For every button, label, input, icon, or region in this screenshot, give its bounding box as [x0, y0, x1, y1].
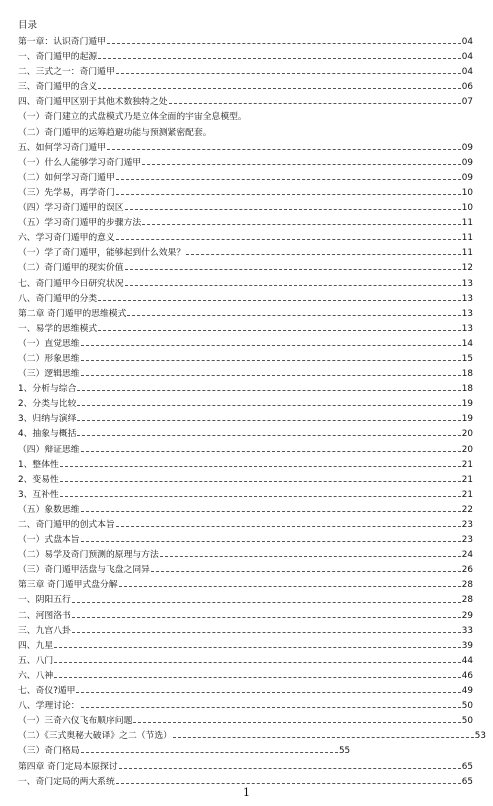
toc-entry[interactable]: [18, 382, 473, 397]
toc-entry-title: （二）奇门遁甲的运筹趋避功能与预测紧密配套。: [18, 127, 212, 138]
toc-entry-title: 第二章 奇门遁甲的思维模式: [18, 308, 127, 319]
toc-entry-page: 04: [461, 67, 473, 78]
toc-entry-title: （一）奇门建立的式盘模式乃是立体全面的宇宙全息模型。: [18, 112, 247, 123]
toc-entry-page: 13: [461, 293, 473, 304]
toc-entry[interactable]: [18, 488, 473, 503]
toc-entry[interactable]: [18, 684, 473, 699]
dot-leader: [98, 330, 461, 331]
toc-entry-title: （五）学习奇门遁甲的步骤方法: [18, 218, 142, 229]
toc-entry-title: 第三章 奇门遁甲式盘分解: [18, 580, 118, 591]
toc-entry[interactable]: [18, 307, 473, 322]
dot-leader: [169, 103, 461, 104]
toc-entry-page: 39: [461, 640, 473, 651]
toc-entry-page: 09: [461, 142, 473, 153]
dot-leader: [81, 451, 461, 452]
toc-entry-title: （二）奇门遁甲的现实价值: [18, 263, 124, 274]
dot-leader: [54, 662, 461, 663]
toc-entry-title: 2、变易性: [18, 474, 59, 485]
toc-entry-page: 24: [461, 550, 473, 561]
table-of-contents: [18, 35, 486, 790]
toc-entry-page: 13: [461, 278, 473, 289]
toc-entry-page: 21: [461, 474, 473, 485]
toc-entry[interactable]: [18, 322, 473, 337]
toc-entry[interactable]: [18, 397, 473, 412]
dot-leader: [60, 496, 461, 497]
toc-entry-title: 一、阴阳五行: [18, 595, 71, 606]
toc-entry-page: 09: [461, 157, 473, 168]
toc-entry[interactable]: [18, 654, 473, 669]
toc-entry[interactable]: [18, 412, 473, 427]
toc-entry-title: 五、八门: [18, 655, 54, 666]
toc-entry[interactable]: [18, 427, 473, 442]
toc-entry-title: 1、整体性: [18, 459, 59, 470]
dot-leader: [60, 466, 461, 467]
toc-entry-title: （三）先学易，再学奇门: [18, 187, 115, 198]
dot-leader: [116, 73, 461, 74]
toc-entry[interactable]: [18, 624, 473, 639]
dot-leader: [81, 375, 461, 376]
toc-entry[interactable]: [18, 352, 473, 367]
dot-leader: [81, 360, 461, 361]
toc-entry-page: 46: [461, 670, 473, 681]
dot-leader: [116, 783, 461, 784]
dot-leader: [119, 586, 461, 587]
toc-entry[interactable]: [18, 186, 473, 201]
dot-leader: [81, 707, 461, 708]
toc-entry[interactable]: [18, 443, 473, 458]
toc-entry-title: 七、奇仪?遁甲: [18, 686, 76, 697]
dot-leader: [186, 254, 461, 255]
toc-entry-page: 14: [461, 338, 473, 349]
dot-leader: [77, 390, 460, 391]
toc-entry-page: 23: [461, 520, 473, 530]
toc-entry[interactable]: [18, 578, 473, 593]
toc-entry-page: 04: [461, 52, 473, 63]
toc-entry[interactable]: [18, 171, 473, 186]
dot-leader: [116, 179, 461, 180]
dot-leader: [54, 647, 461, 648]
dot-leader: [98, 58, 461, 59]
toc-entry[interactable]: [18, 156, 473, 171]
toc-entry-title: （三）奇门遁甲活盘与飞盘之同异: [18, 565, 150, 576]
toc-entry-page: 07: [461, 97, 473, 108]
toc-entry[interactable]: [18, 201, 473, 216]
toc-entry[interactable]: [18, 639, 473, 654]
toc-entry-title: （三）逻辑思维: [18, 369, 80, 380]
toc-entry[interactable]: [18, 261, 473, 276]
dot-leader: [160, 556, 461, 557]
dot-leader: [125, 269, 461, 270]
toc-entry-page: 18: [461, 384, 473, 395]
toc-entry-page: 11: [461, 233, 473, 244]
dot-leader: [107, 43, 461, 44]
toc-entry[interactable]: [18, 337, 473, 352]
dot-leader: [77, 435, 460, 436]
toc-entry-page: 20: [461, 429, 473, 440]
toc-entry-title: （一）式盘本旨: [18, 535, 80, 546]
toc-entry[interactable]: [18, 609, 473, 624]
toc-entry-title: （四）学习奇门遁甲的误区: [18, 203, 124, 214]
dot-leader: [107, 149, 461, 150]
dot-leader: [81, 752, 338, 753]
toc-entry-page: 13: [461, 323, 473, 334]
toc-entry-title: 第一章：认识奇门遁甲: [18, 37, 106, 47]
toc-entry[interactable]: [18, 714, 473, 729]
toc-entry-title: （一）直觉思维: [18, 338, 80, 349]
dot-leader: [81, 345, 461, 346]
dot-leader: [81, 511, 461, 512]
dot-leader: [127, 315, 460, 316]
toc-entry[interactable]: [18, 35, 473, 50]
toc-entry-page: 55: [338, 746, 351, 757]
toc-entry-page: 20: [461, 444, 473, 455]
toc-entry-page: 28: [461, 580, 473, 591]
toc-entry-page: 50: [461, 701, 473, 712]
toc-entry-page: 12: [461, 263, 473, 274]
toc-entry-page: 29: [461, 610, 473, 621]
dot-leader: [142, 224, 461, 225]
toc-entry[interactable]: [18, 50, 473, 65]
toc-entry-title: 六、学习奇门遁甲的意义: [18, 233, 115, 244]
dot-leader: [77, 420, 460, 421]
toc-entry-title: （一）三奇六仪飞布顺序问题: [18, 716, 133, 727]
toc-entry-title: （一）学了奇门遁甲，能够起到什么效果？: [18, 248, 186, 259]
toc-entry-title: 一、易学的思维模式: [18, 323, 98, 334]
toc-entry[interactable]: [18, 277, 473, 292]
toc-entry[interactable]: [18, 669, 473, 684]
toc-entry-title: 四、奇门遁甲区别于其他术数独特之处: [18, 97, 168, 108]
toc-entry[interactable]: [18, 126, 473, 141]
toc-entry-page: 33: [461, 625, 473, 636]
toc-entry-title: 三、奇门遁甲的含义: [18, 82, 98, 93]
toc-entry-page: 50: [461, 716, 473, 727]
toc-entry-title: 一、奇门定局的两大系统: [18, 776, 115, 787]
dot-leader: [151, 571, 461, 572]
toc-entry[interactable]: [18, 563, 473, 578]
toc-entry[interactable]: [18, 110, 473, 125]
toc-entry-title: （二）易学及奇门预测的原理与方法: [18, 550, 159, 561]
toc-entry-title: 二、河图洛书: [18, 610, 71, 621]
toc-entry-page: 04: [461, 37, 473, 47]
dot-leader: [77, 405, 460, 406]
dot-leader: [119, 768, 461, 769]
toc-entry-page: 53: [474, 731, 486, 742]
toc-entry[interactable]: [18, 80, 473, 95]
toc-entry[interactable]: [18, 216, 473, 231]
toc-entry-page: 11: [461, 218, 473, 229]
toc-entry-title: 二、奇门遁甲的创式本旨: [18, 520, 115, 530]
toc-heading: 目录: [18, 20, 38, 31]
toc-entry-page: 09: [461, 172, 473, 183]
toc-entry-title: （一）什么人能够学习奇门遁甲: [18, 157, 142, 168]
toc-entry-title: 七、奇门遁甲今日研究状况: [18, 278, 124, 289]
toc-entry-title: 3、互补性: [18, 489, 59, 500]
toc-entry-page: 15: [461, 353, 473, 364]
dot-leader: [72, 632, 461, 633]
dot-leader: [173, 737, 474, 738]
toc-entry[interactable]: [18, 760, 473, 775]
toc-entry[interactable]: [18, 518, 473, 533]
toc-entry-page: 21: [461, 459, 473, 470]
dot-leader: [60, 481, 461, 482]
toc-entry-page: 18: [461, 369, 473, 380]
toc-entry-title: 八、学理讨论：: [18, 701, 80, 712]
dot-leader: [76, 692, 460, 693]
toc-entry-title: 二、三式之一：奇门遁甲: [18, 67, 115, 78]
dot-leader: [116, 526, 461, 527]
toc-entry-page: 10: [461, 203, 473, 214]
toc-entry-title: （二）如何学习奇门遁甲: [18, 172, 115, 183]
page-number: 1: [243, 786, 250, 799]
toc-entry[interactable]: [18, 95, 473, 110]
dot-leader: [98, 88, 461, 89]
toc-entry-title: （二）形象思维: [18, 353, 80, 364]
toc-entry-title: 1、分析与综合: [18, 384, 77, 395]
toc-entry[interactable]: [18, 231, 473, 246]
toc-entry-page: 65: [461, 761, 473, 772]
toc-entry-page: 44: [461, 655, 473, 666]
toc-entry[interactable]: [18, 533, 473, 548]
toc-entry[interactable]: [18, 292, 473, 307]
toc-entry[interactable]: [18, 593, 473, 608]
dot-leader: [125, 209, 461, 210]
toc-entry-page: 19: [461, 399, 473, 410]
toc-entry-title: 四、九星: [18, 640, 54, 651]
toc-entry-title: 3、归纳与演绎: [18, 414, 77, 425]
toc-entry-title: （四）辩证思维: [18, 444, 80, 455]
dot-leader: [81, 541, 461, 542]
toc-entry-page: 22: [461, 504, 473, 515]
toc-entry[interactable]: [18, 473, 473, 488]
toc-entry-page: 28: [461, 595, 473, 606]
toc-entry[interactable]: [18, 548, 473, 563]
dot-leader: [54, 677, 461, 678]
dot-leader: [72, 602, 461, 603]
toc-entry-title: 4、抽象与概括: [18, 429, 77, 440]
toc-entry-page: 49: [461, 686, 473, 697]
toc-entry-page: 10: [461, 187, 473, 198]
toc-entry[interactable]: [18, 744, 350, 759]
toc-entry-title: 2、分类与比较: [18, 399, 77, 410]
dot-leader: [116, 239, 461, 240]
toc-entry-title: （五）象数思维: [18, 504, 80, 515]
toc-entry-title: （二）《三式奥秘大破译》之二（节选）: [18, 731, 172, 742]
toc-entry-page: 06: [461, 82, 473, 93]
toc-entry-title: 六、八神: [18, 670, 54, 681]
dot-leader: [98, 300, 461, 301]
toc-entry-page: 65: [461, 776, 473, 787]
dot-leader: [125, 285, 461, 286]
toc-entry[interactable]: [18, 367, 473, 382]
toc-entry-page: 13: [461, 308, 473, 319]
toc-entry-title: 第四章 奇门定局本原探讨: [18, 761, 118, 772]
toc-entry-page: 26: [461, 565, 473, 576]
toc-entry-title: 一、奇门遁甲的起源: [18, 52, 98, 63]
toc-entry[interactable]: [18, 503, 473, 518]
toc-entry[interactable]: [18, 65, 473, 80]
toc-entry[interactable]: [18, 458, 473, 473]
toc-entry[interactable]: [18, 246, 473, 261]
dot-leader: [133, 722, 460, 723]
toc-entry-title: 三、九宫八卦: [18, 625, 71, 636]
toc-entry-page: 21: [461, 489, 473, 500]
dot-leader: [142, 164, 461, 165]
toc-entry-page: 19: [461, 414, 473, 425]
toc-entry-title: （三）奇门格局: [18, 746, 80, 757]
toc-entry-page: 23: [461, 535, 473, 546]
toc-entry[interactable]: [18, 141, 473, 156]
dot-leader: [116, 194, 461, 195]
toc-entry-title: 八、奇门遁甲的分类: [18, 293, 98, 304]
toc-entry-title: 五、如何学习奇门遁甲: [18, 142, 106, 153]
dot-leader: [72, 617, 461, 618]
toc-entry[interactable]: [18, 729, 486, 744]
toc-entry-page: 11: [461, 248, 473, 259]
toc-entry[interactable]: [18, 699, 473, 714]
